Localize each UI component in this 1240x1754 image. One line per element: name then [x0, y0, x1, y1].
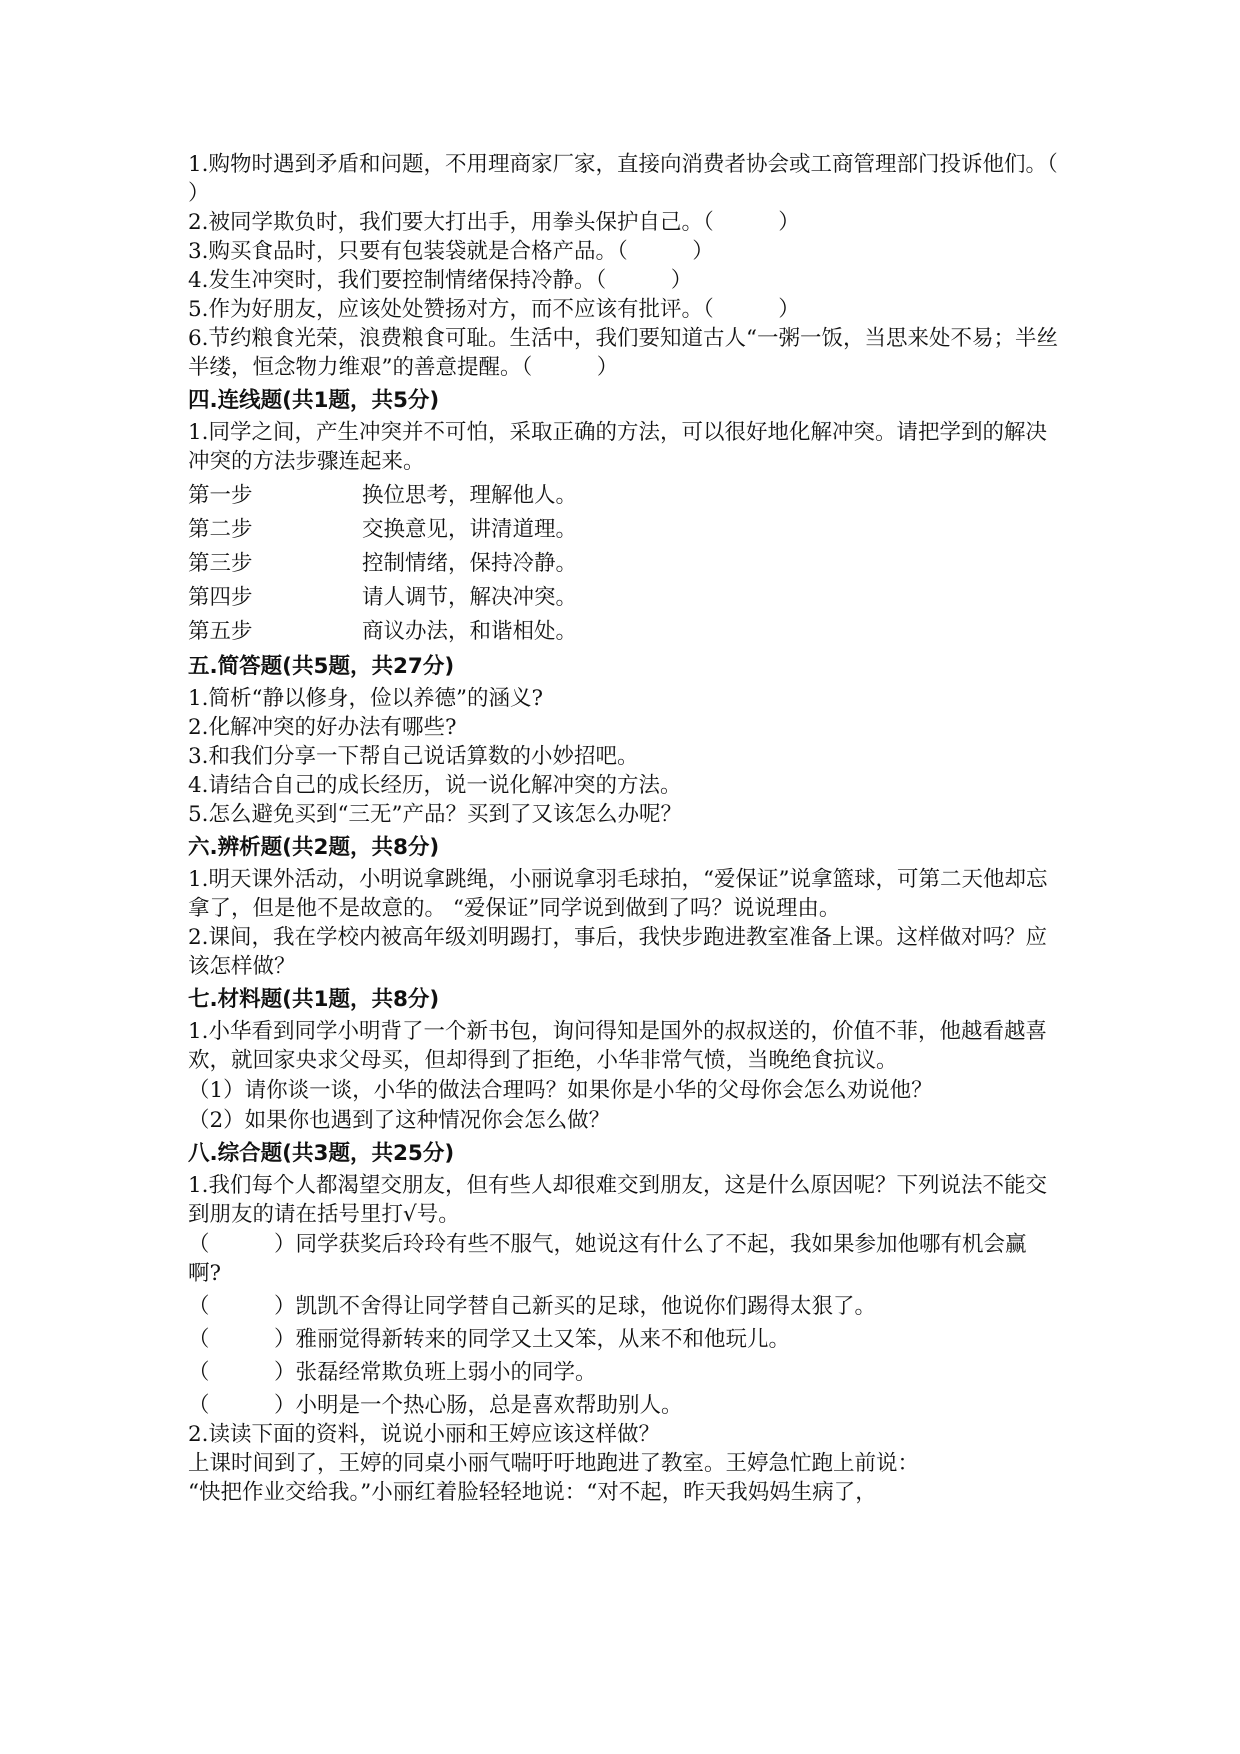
comprehensive-choice-item: （ ）雅丽觉得新转来的同学又土又笨，从来不和他玩儿。: [188, 1327, 791, 1352]
matching-pairs: [188, 478, 1058, 648]
matching-row: [188, 512, 1058, 546]
truefalse-item: 3.购买食品时，只要有包装袋就是合格产品。（ ）: [188, 239, 714, 264]
material-sub-question: （1）请你谈一谈，小华的做法合理吗？如果你是小华的父母你会怎么劝说他？: [188, 1078, 933, 1103]
truefalse-item: 5.作为好朋友，应该处处赞扬对方，而不应该有批评。（ ）: [188, 297, 800, 322]
matching-question: 1.同学之间，产生冲突并不可怕，采取正确的方法，可以很好地化解冲突。请把学到的解决冲突的方法步骤连起来。: [188, 420, 1048, 474]
comprehensive-material-line: “快把作业交给我。”小丽红着脸轻轻地说：“对不起，昨天我妈妈生病了，: [188, 1480, 877, 1505]
exam-page: [188, 150, 1123, 1507]
comprehensive-choice-item: （ ）张磊经常欺负班上弱小的同学。: [188, 1360, 597, 1385]
matching-row: [188, 546, 1058, 580]
comprehensive-choice-item: （ ）凯凯不舍得让同学替自己新买的足球，他说你们踢得太狠了。: [188, 1294, 877, 1319]
matching-step-method: 请人调节，解决冲突。: [362, 584, 578, 610]
short-answer-item: 5.怎么避免买到“三无”产品？买到了又该怎么办呢？: [188, 802, 682, 827]
material-question: 1.小华看到同学小明背了一个新书包，询问得知是国外的叔叔送的，价值不菲，他越看越喜欢，就回家央求父母买，但却得到了拒绝，小华非常气愤，当晚绝食抗议。: [188, 1019, 1048, 1073]
analysis-item: 2.课间，我在学校内被高年级刘明踢打，事后，我快步跑进教室准备上课。这样做对吗？应该怎样做？: [188, 925, 1048, 979]
matching-row: [188, 614, 1058, 648]
section-title-analysis: 六.辨析题(共2题，共8分): [188, 835, 440, 860]
section-title-short-answer: 五.简答题(共5题，共27分): [188, 654, 455, 679]
matching-step-label: 第一步: [188, 482, 253, 508]
section-title-comprehensive: 八.综合题(共3题，共25分): [188, 1141, 455, 1166]
short-answer-item: 2.化解冲突的好办法有哪些?: [188, 715, 457, 740]
material-sub-question: （2）如果你也遇到了这种情况你会怎么做？: [188, 1108, 611, 1133]
comprehensive-material-line: 上课时间到了，王婷的同桌小丽气喘吁吁地跑进了教室。王婷急忙跑上前说：: [188, 1451, 920, 1476]
matching-step-method: 换位思考，理解他人。: [362, 482, 578, 508]
comprehensive-choice-item: （ ）同学获奖后玲玲有些不服气，她说这有什么了不起，我如果参加他哪有机会赢啊?: [188, 1232, 1027, 1286]
comprehensive-question-2: 2.读读下面的资料，说说小丽和王婷应该这样做？: [188, 1422, 661, 1447]
matching-step-label: 第五步: [188, 618, 253, 644]
matching-step-label: 第三步: [188, 550, 253, 576]
truefalse-list: [188, 150, 1123, 382]
matching-row: [188, 478, 1058, 512]
truefalse-item: 2.被同学欺负时，我们要大打出手，用拳头保护自己。（ ）: [188, 210, 800, 235]
comprehensive-choice-item: （ ）小明是一个热心肠，总是喜欢帮助别人。: [188, 1393, 683, 1418]
short-answer-item: 3.和我们分享一下帮自己说话算数的小妙招吧。: [188, 744, 639, 769]
matching-step-method: 控制情绪，保持冷静。: [362, 550, 578, 576]
truefalse-item: 1.购物时遇到矛盾和问题，不用理商家厂家，直接向消费者协会或工商管理部门投诉他们。（ ）: [188, 152, 1123, 206]
matching-step-method: 交换意见，讲清道理。: [362, 516, 578, 542]
matching-step-label: 第二步: [188, 516, 253, 542]
truefalse-item: 4.发生冲突时，我们要控制情绪保持冷静。（ ）: [188, 268, 693, 293]
matching-row: [188, 580, 1058, 614]
short-answer-item: 1.简析“静以修身，俭以养德”的涵义?: [188, 686, 544, 711]
truefalse-item: 6.节约粮食光荣，浪费粮食可耻。生活中，我们要知道古人“一粥一饭，当思来处不易；半丝半缕，恒念物力维艰”的善意提醒。（ ）: [188, 326, 1059, 380]
comprehensive-question-1: 1.我们每个人都渴望交朋友，但有些人却很难交到朋友，这是什么原因呢？下列说法不能交到朋友的请在括号里打√号。: [188, 1173, 1048, 1227]
matching-step-label: 第四步: [188, 584, 253, 610]
section-title-matching: 四.连线题(共1题，共5分): [188, 388, 440, 413]
section-title-material: 七.材料题(共1题，共8分): [188, 987, 440, 1012]
analysis-item: 1.明天课外活动，小明说拿跳绳，小丽说拿羽毛球拍，“爱保证”说拿篮球，可第二天他却忘拿了，但是他不是故意的。 “爱保证”同学说到做到了吗？说说理由。: [188, 867, 1048, 921]
short-answer-item: 4.请结合自己的成长经历，说一说化解冲突的方法。: [188, 773, 682, 798]
matching-step-method: 商议办法，和谐相处。: [362, 618, 578, 644]
